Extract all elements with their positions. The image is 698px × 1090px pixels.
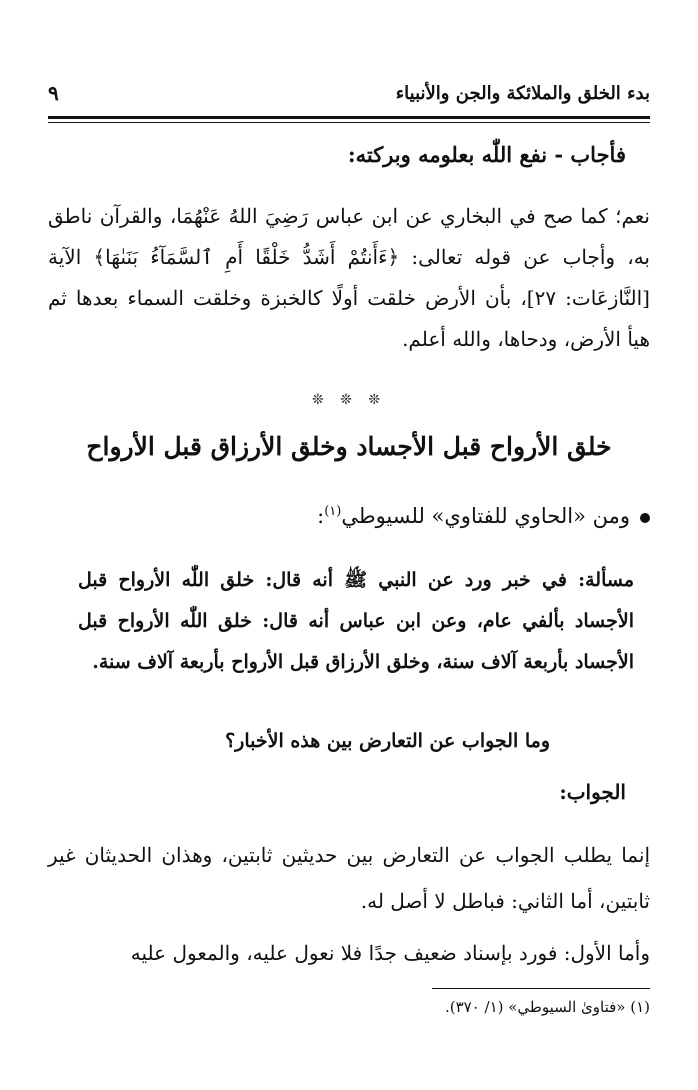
intro-line: فأجاب - نفع اللّٰه بعلومه وبركته:: [347, 142, 626, 167]
page-number: ٩: [48, 81, 59, 105]
answer-label: الجواب:: [559, 780, 626, 804]
book-page: [48, 0, 650, 1090]
question-line: وما الجواب عن التعارض بين هذه الأخبار؟: [225, 730, 550, 752]
page-header: [48, 76, 650, 110]
question-block: مسألة: في خبر ورد عن النبي ﷺ أنه قال: خلق اللّٰه الأرواح قبل الأجساد بألفي عام، وعن ابن عباس أنه قال: خلق اللّٰه الأرواح قبل الأجساد بأربعة آلاف سنة، وخلق الأرزاق قبل الأرواح بأربعة آلاف سنة.: [78, 569, 634, 673]
source-suffix: :: [317, 504, 325, 528]
footnote-rule: [432, 988, 650, 989]
paragraph-2: إنما يطلب الجواب عن التعارض بين حديثين ثابتين، وهذان الحديثان غير ثابتين، أما الثاني: فباطل لا أصل له.: [48, 843, 650, 913]
bullet-icon: [640, 513, 650, 523]
paragraph-1: نعم؛ كما صح في البخاري عن ابن عباس رَضِيَ اللهُ عَنْهُمَا، والقرآن ناطق به، وأجاب عن قوله تعالى: ﴿ءَأَنتُمْ أَشَدُّ خَلْقًا أَمِ ٱلسَّمَآءُ بَنَىٰهَا﴾ الآية [النَّازعَات: ٢٧]، بأن الأرض خلقت أولًا كالخبزة وخلقت السماء بعدها ثم هيأ الأرض، ودحاها، والله أعلم.: [48, 204, 650, 351]
footnote: (١) «فتاوىٰ السيوطي» (١/ ٣٧٠).: [444, 998, 650, 1016]
running-title: بدء الخلق والملائكة والجن والأنبياء: [395, 82, 650, 104]
source-line: [48, 504, 650, 528]
section-title: خلق الأرواح قبل الأجساد وخلق الأرزاق قبل الأرواح: [86, 432, 612, 461]
footnote-ref[interactable]: (١): [324, 504, 342, 519]
header-rule-thin: [48, 122, 650, 123]
header-rule-thick: [48, 116, 650, 119]
paragraph-3: وأما الأول: فورد بإسناد ضعيف جدًا فلا نعول عليه، والمعول عليه: [130, 941, 650, 965]
source-text: ومن «الحاوي للفتاوي» للسيوطي: [341, 504, 630, 528]
separator-stars: ❊ ❊ ❊: [311, 392, 387, 408]
